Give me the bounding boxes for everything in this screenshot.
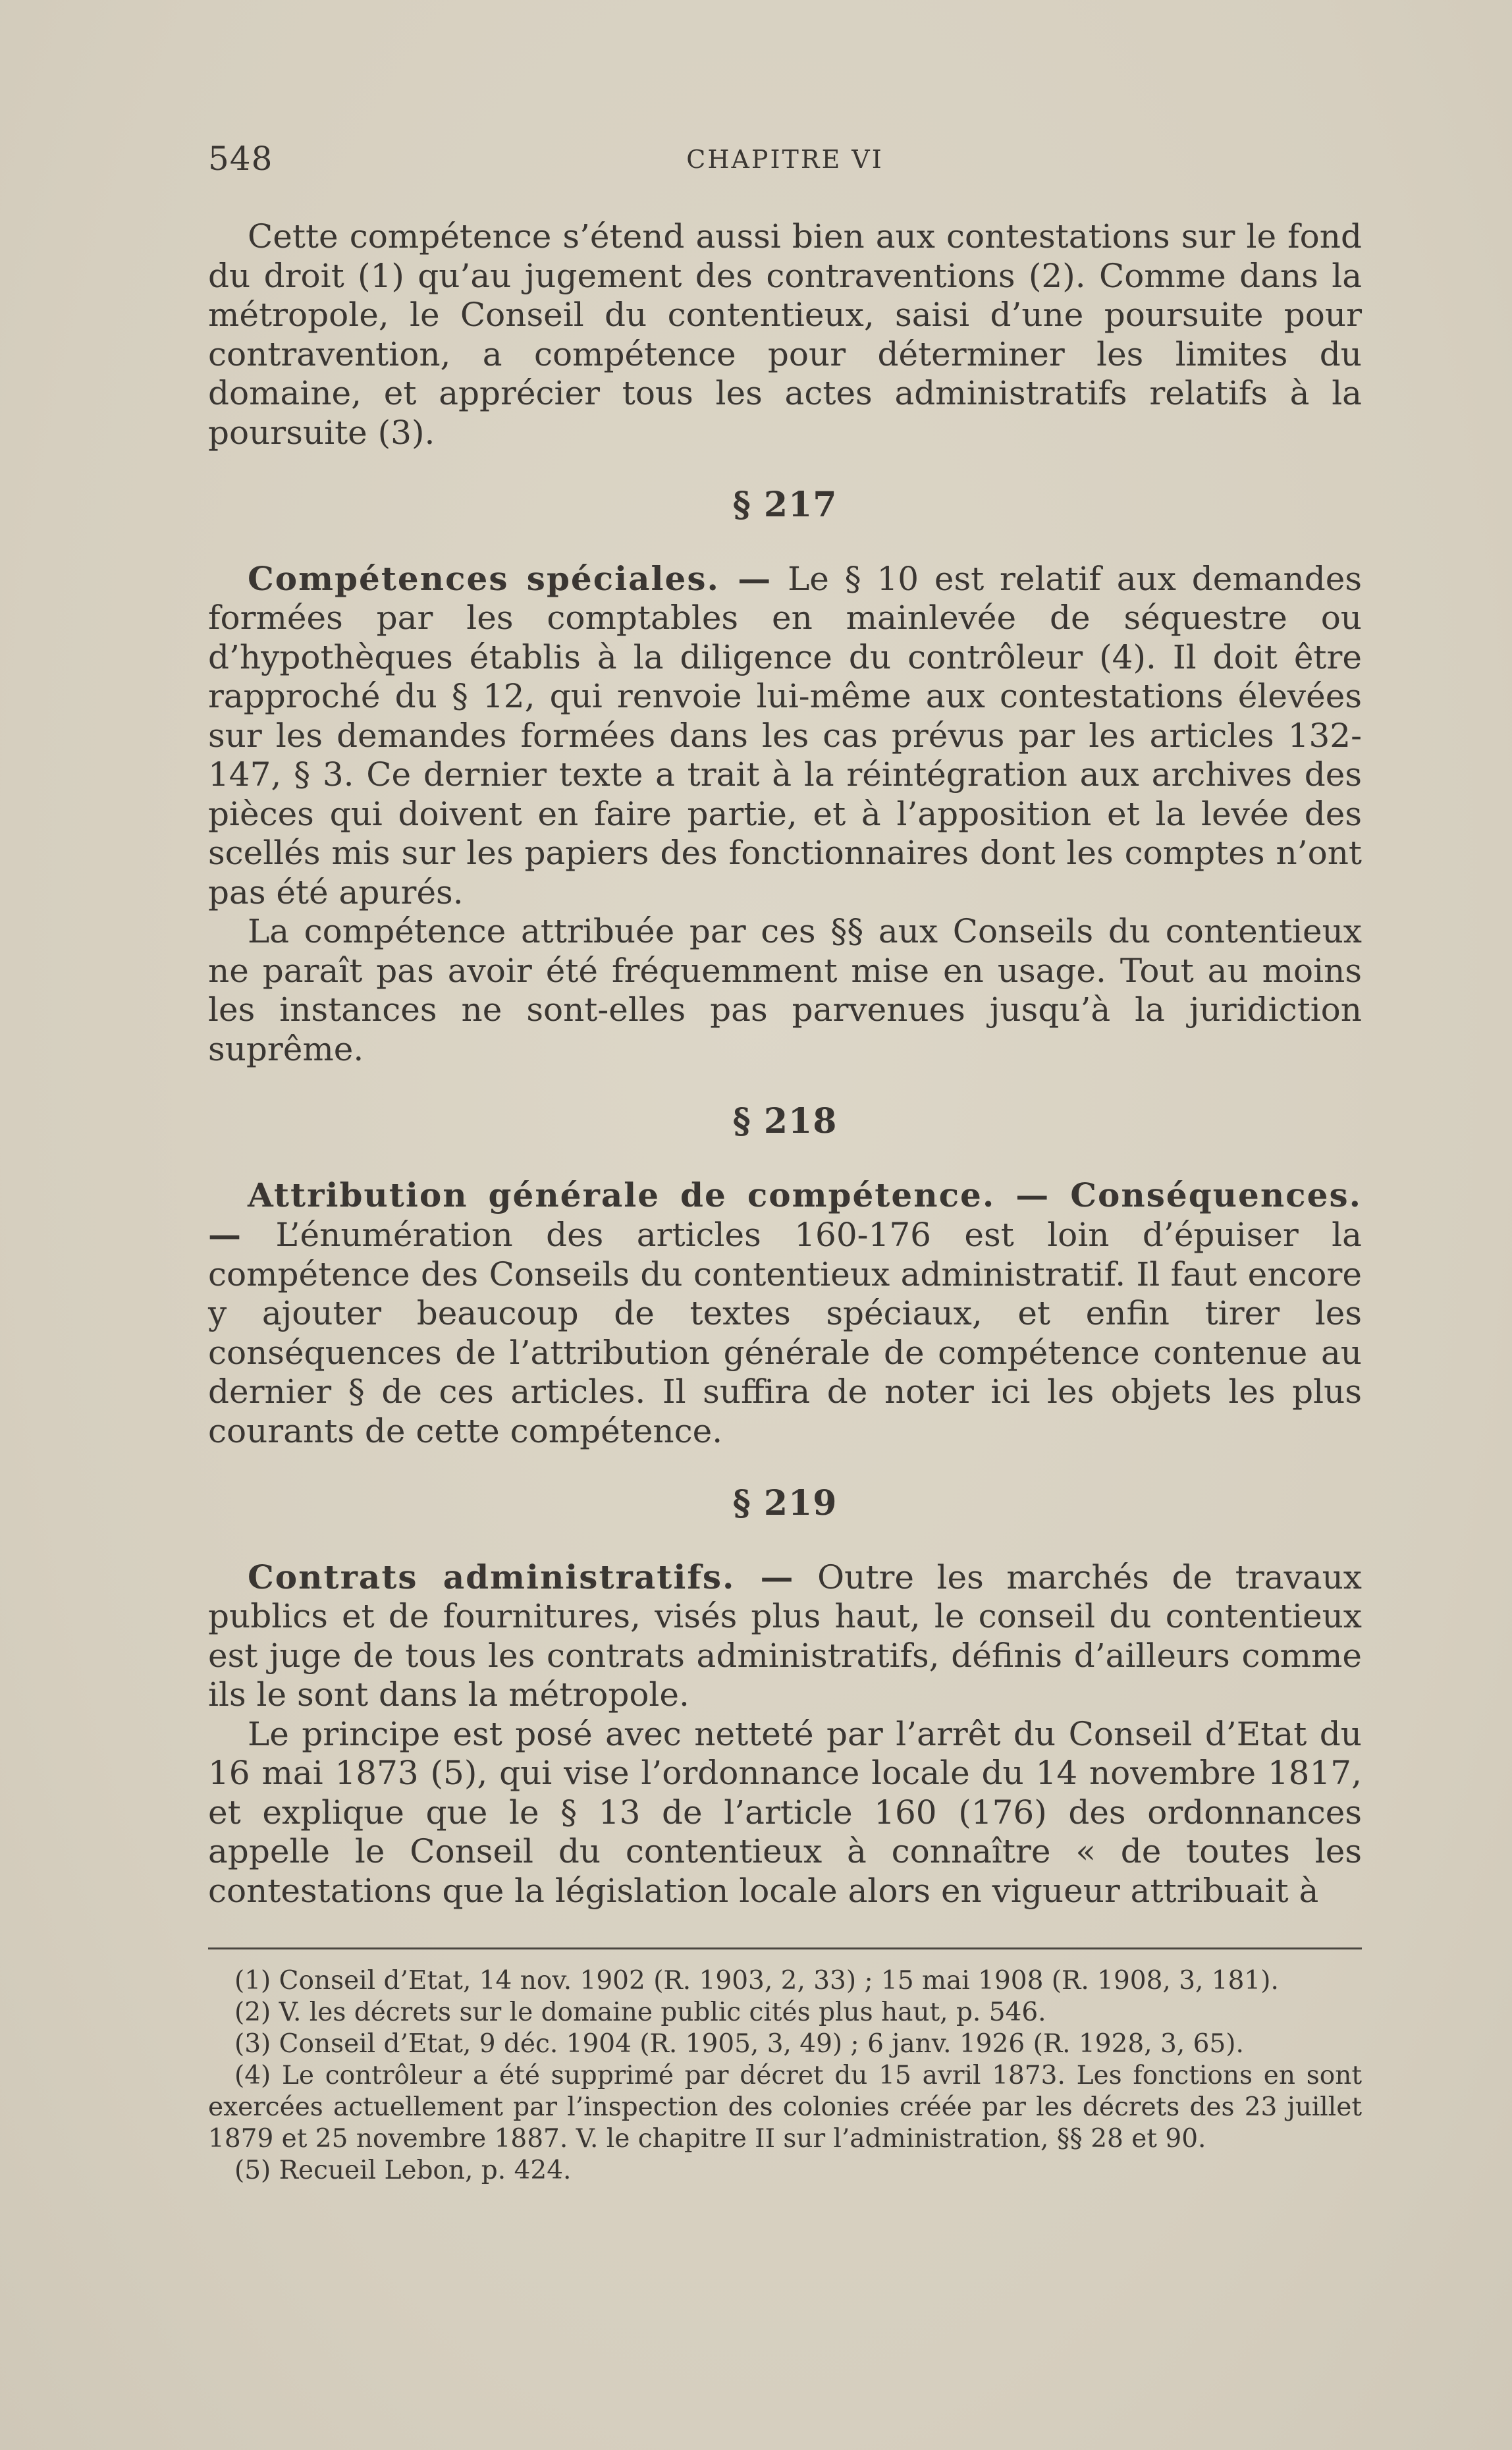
main-text bbox=[208, 217, 1362, 1911]
paragraph-text: Le § 10 est relatif aux demandes formées par les comptables en mainlevée de séquestre ou d’hypothèques établis à la diligence du contrôleur (4). Il doit être rapproché du § 12, qui renvoie lui-même aux contestations élevées sur les demandes formées dans les cas prévus par les articles 132-147, § 3. Ce dernier texte a trait à la réintégration aux archives des pièces qui doivent en faire partie, et à l’apposition et la levée des scellés mis sur les papiers des fonctionnaires dont les comptes n’ont pas été apurés. bbox=[208, 559, 1362, 912]
paragraph: Cette compétence s’étend aussi bien aux contestations sur le fond du droit (1) qu’au jugement des contraventions (2). Comme dans la métropole, le Conseil du contentieux, saisi d’une poursuite pour contravention, a compétence pour déterminer les limites du domaine, et apprécier tous les actes administratifs relatifs à la poursuite (3). bbox=[208, 217, 1362, 452]
footnotes bbox=[208, 1965, 1362, 2187]
paragraph: La compétence attribuée par ces §§ aux Conseils du contentieux ne paraît pas avoir été fréquemment mise en usage. Tout au moins les instances ne sont-elles pas parvenues jusqu’à la juridiction suprême. bbox=[208, 912, 1362, 1068]
footnote: (3) Conseil d’Etat, 9 déc. 1904 (R. 1905, 3, 49) ; 6 janv. 1926 (R. 1928, 3, 65). bbox=[234, 2029, 1244, 2059]
footnote-divider bbox=[208, 1947, 1362, 1949]
paragraph bbox=[208, 1558, 1362, 1715]
footnote: (2) V. les décrets sur le domaine public cités plus haut, p. 546. bbox=[234, 1998, 1046, 2027]
section-heading-219: § 219 bbox=[732, 1483, 838, 1523]
paragraph: Le principe est posé avec netteté par l’arrêt du Conseil d’Etat du 16 mai 1873 (5), qui vise l’ordonnance locale du 14 novembre 1817, et explique que le § 13 de l’article 160 (176) des ordonnances appelle le Conseil du contentieux à connaître « de toutes les contestations que la législation locale alors en vigueur attribuait à bbox=[208, 1714, 1362, 1910]
paragraph bbox=[208, 559, 1362, 913]
section-heading-218: § 218 bbox=[732, 1101, 838, 1141]
paragraph bbox=[208, 1176, 1362, 1452]
paragraph-text: L’énumération des articles 160-176 est loin d’épuiser la compétence des Conseils du contentieux administratif. Il faut encore y ajouter beaucoup de textes spéciaux, et enfin tirer les conséquences de l’attribution générale de compétence contenue au dernier § de ces articles. Il suffira de noter ici les objets les plus courants de cette compétence. bbox=[208, 1216, 1362, 1450]
footnote: (1) Conseil d’Etat, 14 nov. 1902 (R. 1903, 2, 33) ; 15 mai 1908 (R. 1908, 3, 181). bbox=[234, 1966, 1279, 1996]
section-lead: Compétences spéciales. — bbox=[248, 558, 772, 598]
running-head: CHAPITRE VI bbox=[686, 145, 884, 174]
page-header bbox=[208, 140, 1362, 179]
section-lead: Attribution générale de compétence. — Conséquences. — bbox=[208, 1175, 1362, 1254]
section-heading-217: § 217 bbox=[732, 485, 838, 525]
footnote: (4) Le contrôleur a été supprimé par décret du 15 avril 1873. Les fonctions en sont exercées actuellement par l’inspection des colonies créée par les décrets des 23 juillet 1879 et 25 novembre 1887. V. le chapitre II sur l’administration, §§ 28 et 90. bbox=[208, 2061, 1362, 2154]
paragraph-text: Outre les marchés de travaux publics et de fournitures, visés plus haut, le conseil du contentieux est juge de tous les contrats administratifs, définis d’ailleurs comme ils le sont dans la métropole. bbox=[208, 1558, 1362, 1714]
footnote: (5) Recueil Lebon, p. 424. bbox=[234, 2156, 572, 2185]
section-lead: Contrats administratifs. — bbox=[248, 1557, 795, 1596]
page-number: 548 bbox=[208, 140, 273, 178]
